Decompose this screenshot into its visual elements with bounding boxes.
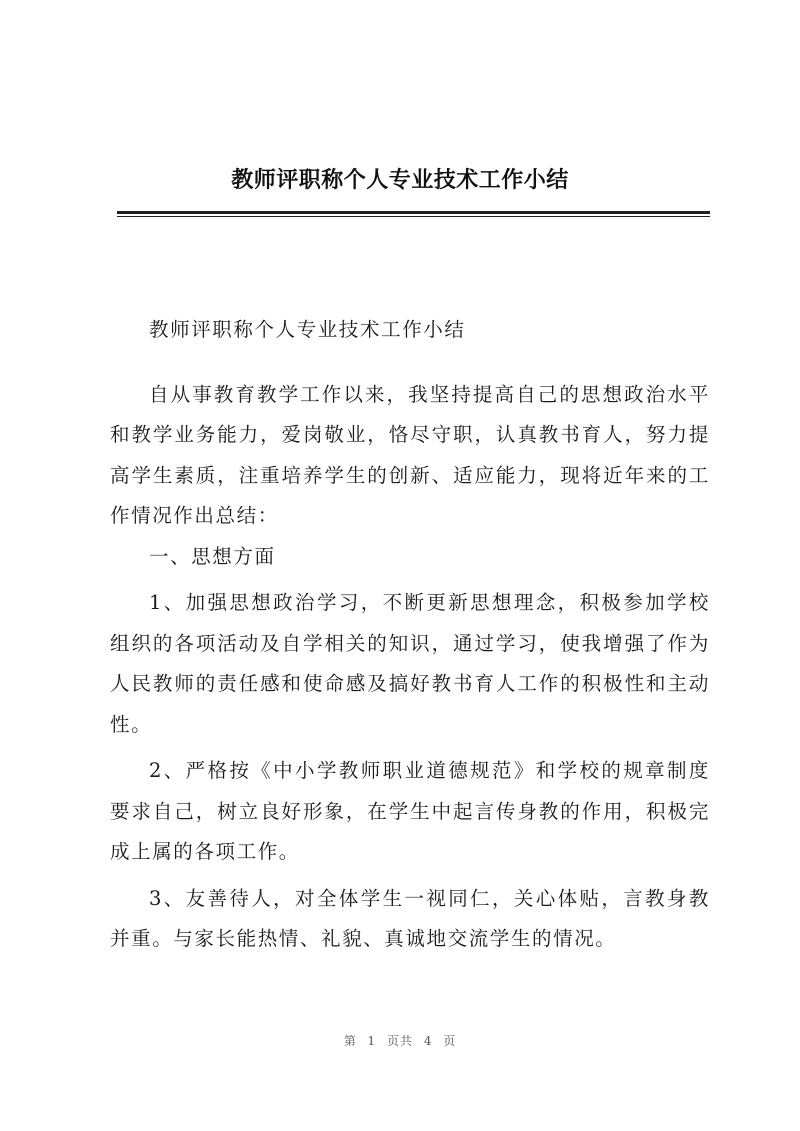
page-number-footer: 第 1 页共 4 页 [343,1034,457,1048]
document-body [110,310,710,960]
paragraph-item-2: 2、严格按《中小学教师职业道德规范》和学校的规章制度要求自己，树立良好形象，在学生中起言传身教的作用，积极完成上属的各项工作。 [110,759,710,863]
paragraph-item-1: 1、加强思想政治学习，不断更新思想理念，积极参加学校组织的各项活动及自学相关的知识，通过学习，使我增强了作为人民教师的责任感和使命感及搞好教书育人工作的积极性和主动性。 [110,591,710,736]
title-divider-thick [117,211,710,214]
document-title: 教师评职称个人专业技术工作小结 [231,167,569,193]
paragraph-intro: 自从事教育教学工作以来，我坚持提高自己的思想政治水平和教学业务能力，爱岗敬业，恪尽守职，认真教书育人，努力提高学生素质，注重培养学生的创新、适应能力，现将近年来的工作情况作出总结： [110,382,710,527]
section-heading-thought: 一、思想方面 [149,544,276,568]
paragraph-item-3: 3、友善待人，对全体学生一视同仁，关心体贴，言教身教并重。与家长能热情、礼貌、真诚地交流学生的情况。 [110,886,710,950]
body-subtitle: 教师评职称个人专业技术工作小结 [149,318,466,341]
title-divider-thin [117,216,710,217]
